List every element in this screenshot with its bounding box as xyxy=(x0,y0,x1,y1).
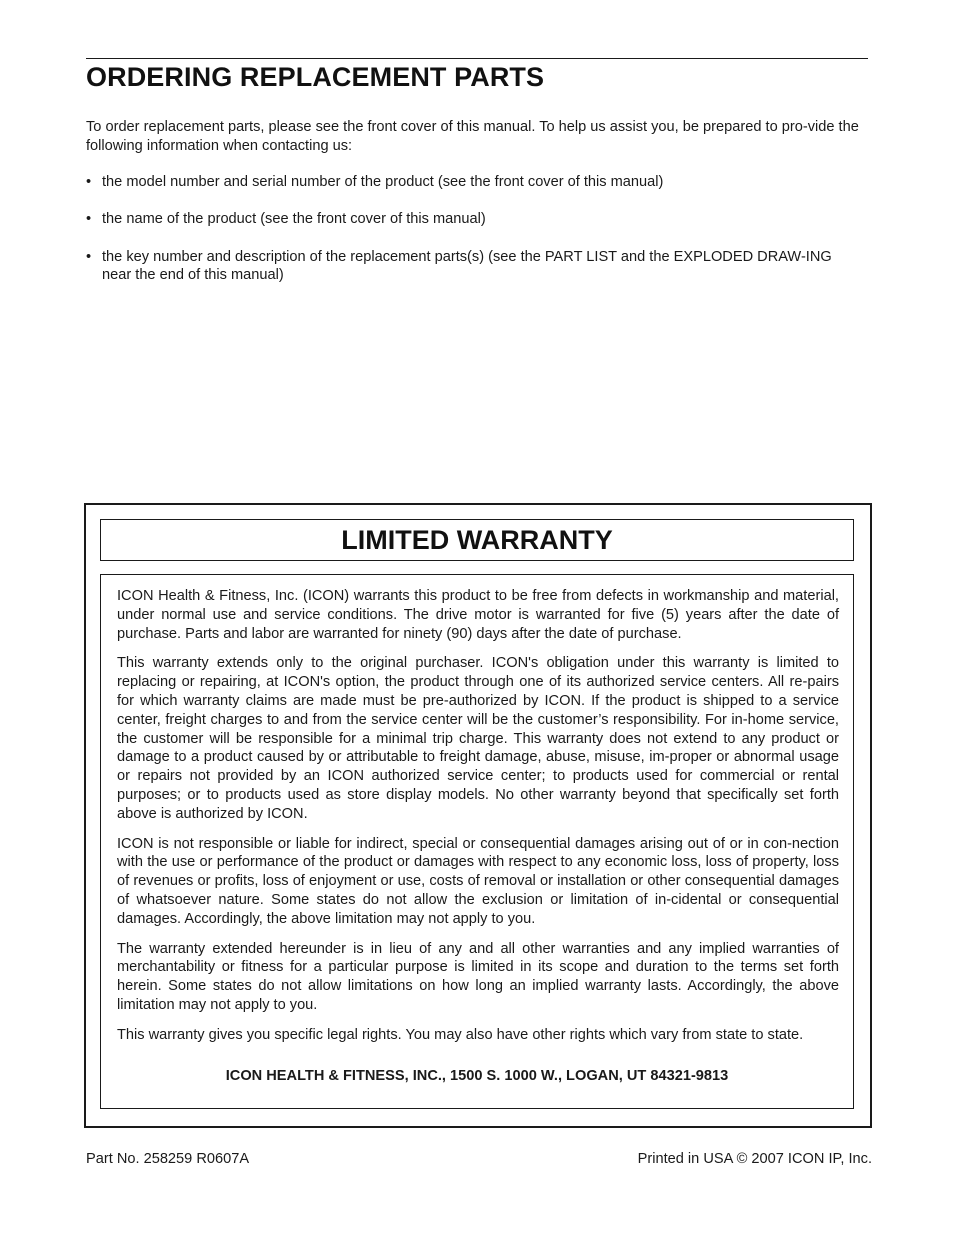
bullet-text: the key number and description of the replacement parts(s) (see the PART LIST and the EXPLODED DRAW-ING near the end of this manual) xyxy=(102,248,832,284)
part-number: Part No. 258259 R0607A xyxy=(86,1151,250,1167)
bullet-glyph: • xyxy=(86,174,92,190)
bullet-glyph: • xyxy=(86,248,92,265)
warranty-text xyxy=(117,587,839,1056)
ordering-intro: To order replacement parts, please see the front cover of this manual. To help us assist you, be prepared to pro-vide the following information when contacting us: xyxy=(86,119,859,154)
warranty-body-box xyxy=(100,574,854,1109)
warranty-paragraph: ICON is not responsible or liable for indirect, special or consequential damages arising out of or in con-nection with the use or performance of the product or damages with respect to any economic loss, loss of property, loss of revenues or profits, loss of enjoyment or use, costs of removal or installation or other consequential damages of whatsoever nature. Some states do not allow the exclusion or limitation of in-cidental or consequential damages. Accordingly, the above limitation may not apply to you. xyxy=(117,835,839,927)
ordering-bullet-list xyxy=(86,173,861,304)
printed-notice: Printed in USA © 2007 ICON IP, Inc. xyxy=(637,1151,872,1167)
company-address: ICON HEALTH & FITNESS, INC., 1500 S. 1000 W., LOGAN, UT 84321-9813 xyxy=(225,1068,729,1084)
list-item xyxy=(86,248,861,286)
warranty-paragraph: The warranty extended hereunder is in lieu of any and all other warranties and any implied warranties of merchantability or fitness for a particular purpose is limited in its scope and duration to the terms set forth herein. Some states do not allow limitations on how long an implied warranty lasts. Accordingly, the above limitation may not apply to you. xyxy=(117,940,839,1013)
bullet-text: the name of the product (see the front cover of this manual) xyxy=(102,211,486,228)
ordering-title: ORDERING REPLACEMENT PARTS xyxy=(86,62,545,92)
warranty-paragraph: This warranty extends only to the original purchaser. ICON's obligation under this warranty is limited to replacing or repairing, at ICON's option, the product through one of its authorized service centers. All re-pairs for which warranty claims are made must be pre-authorized by ICON. If the product is shipped to a service center, freight charges to and from the service center will be the customer’s responsibility. For in-home service, the customer will be responsible for a minimal trip charge. This warranty does not extend to any product or damage to a product caused by or attributable to freight damage, abuse, misuse, im-proper or abnormal usage or repairs not provided by an ICON authorized service center; to products used for commercial or rental purposes; or to products used as store display models. No other warranty beyond that specifically set forth above is authorized by ICON. xyxy=(117,655,839,822)
list-item xyxy=(86,173,861,192)
list-item xyxy=(86,210,861,229)
top-rule xyxy=(86,58,868,59)
warranty-box xyxy=(84,503,872,1128)
bullet-glyph: • xyxy=(86,211,92,228)
warranty-title: LIMITED WARRANTY xyxy=(341,524,613,555)
warranty-title-box xyxy=(100,519,854,561)
warranty-paragraph: This warranty gives you specific legal rights. You may also have other rights which vary from state to state. xyxy=(117,1026,804,1043)
warranty-paragraph: ICON Health & Fitness, Inc. (ICON) warrants this product to be free from defects in workmanship and material, under normal use and service conditions. The drive motor is warranted for five (5) years after the date of purchase. Parts and labor are warranted for ninety (90) days after the date of purchase. xyxy=(117,588,839,642)
bullet-text: the model number and serial number of the product (see the front cover of this manual) xyxy=(102,174,664,190)
